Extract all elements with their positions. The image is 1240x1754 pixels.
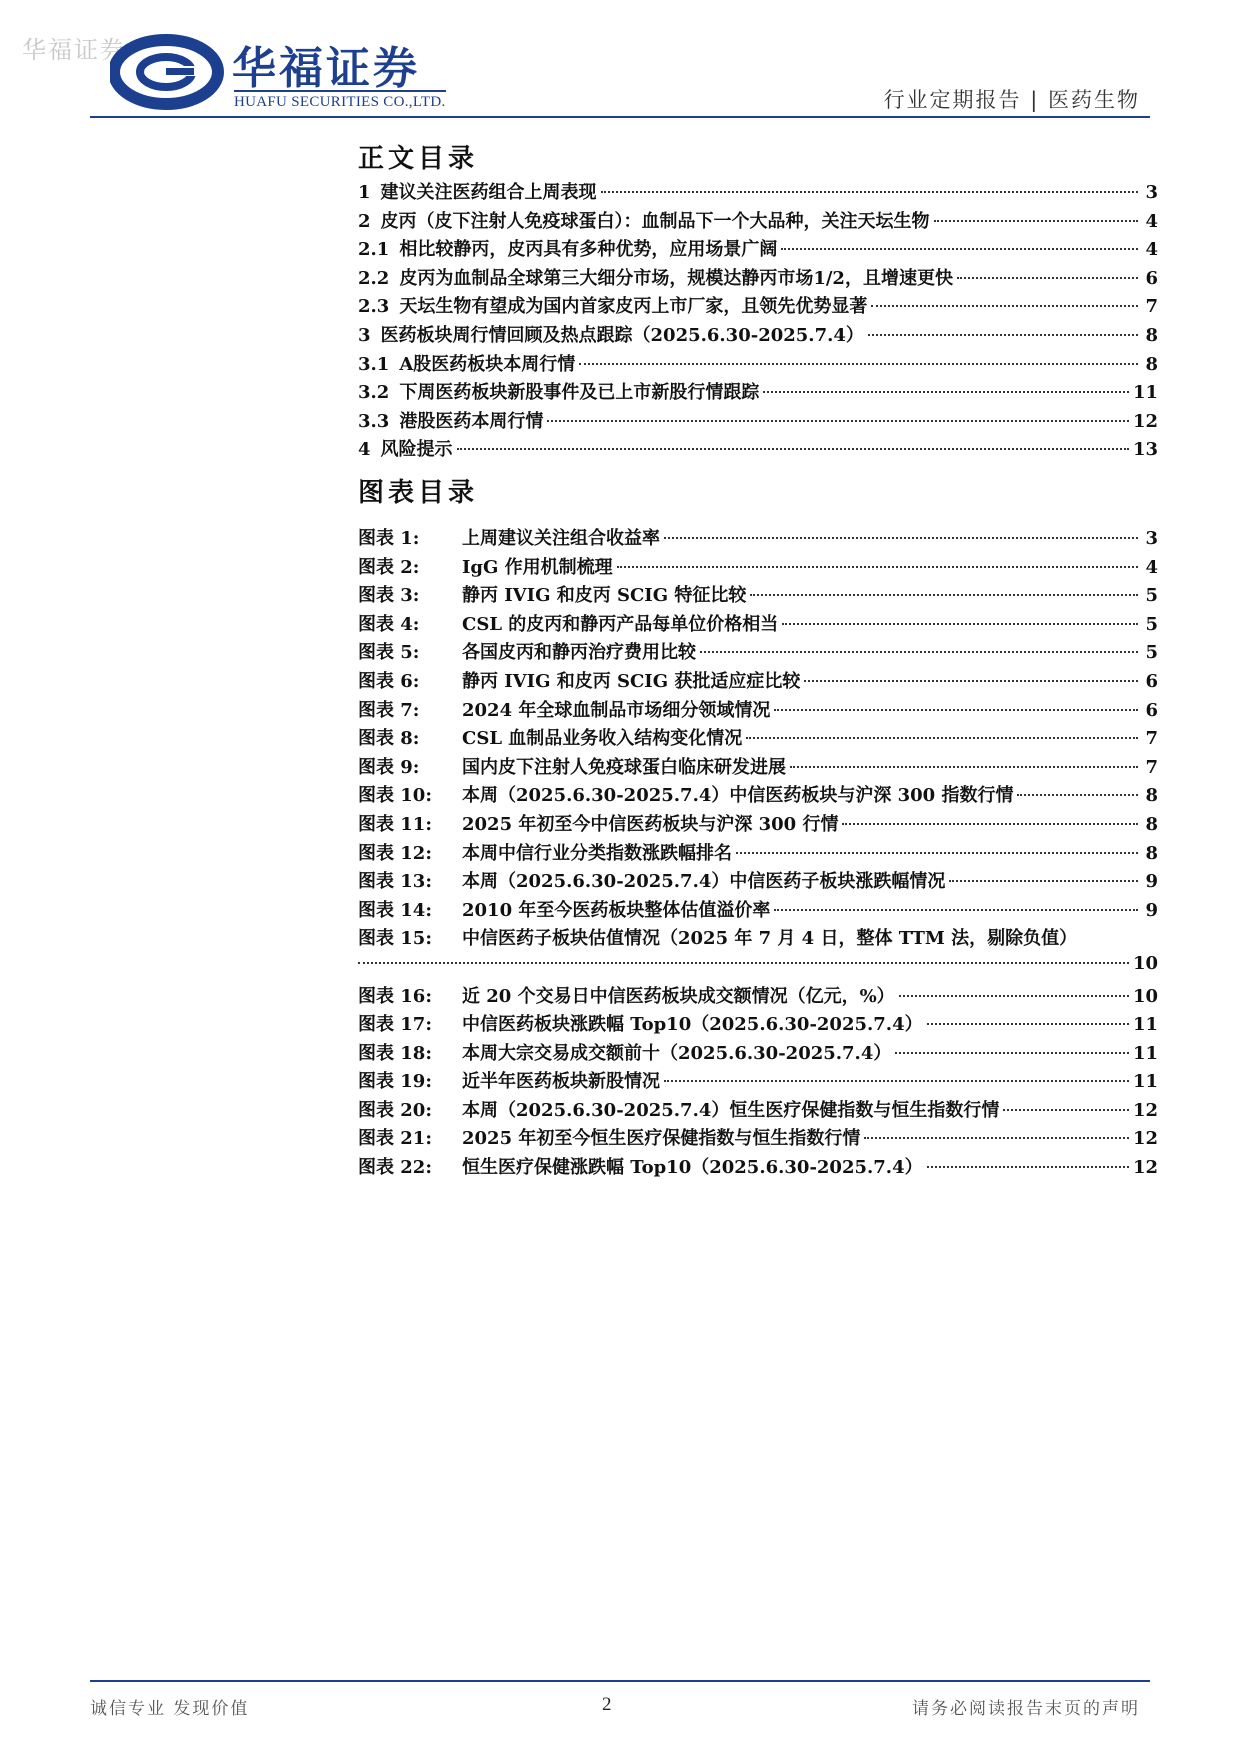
footer-disclaimer: 请务必阅读报告末页的声明 [912,1699,1140,1719]
figure-page: 8 [1145,785,1158,807]
figure-page: 12 [1132,1157,1158,1179]
figure-title: 恒生医疗保健涨跌幅 Top10（2025.6.30-2025.7.4） [462,1157,923,1179]
toc-entry-page: 6 [1145,267,1158,289]
figure-link-entry[interactable] [358,696,1158,725]
leader-dots [457,448,1129,450]
toc-link-entry[interactable] [358,378,1158,407]
figure-title: 本周大宗交易成交额前十（2025.6.30-2025.7.4） [462,1042,892,1064]
figure-label: 图表 10: [358,785,432,807]
figure-page: 3 [1145,528,1158,549]
toc-entry-page: 11 [1132,382,1158,404]
figure-label: 图表 19: [358,1071,432,1093]
toc-entry-title: 相比较静丙，皮丙具有多种优势，应用场景广阔 [399,239,778,261]
toc-link-entry[interactable] [358,407,1158,436]
figure-label: 图表 9: [358,756,420,778]
figure-label: 图表 13: [358,871,432,893]
figure-title: 2024 年全球血制品市场细分领域情况 [462,699,771,721]
toc-entry-number: 3.1 [358,353,390,375]
toc-entry-number: 2.3 [358,296,390,318]
leader-dots [579,363,1138,365]
figure-page: 11 [1132,1042,1158,1064]
figure-label: 图表 3: [358,585,420,607]
toc-entry-number: 3 [358,324,371,346]
figure-title: 静丙 IVIG 和皮丙 SCIG 特征比较 [462,585,747,607]
toc-entry-number: 3.2 [358,382,390,404]
figure-title: CSL 血制品业务收入结构变化情况 [462,728,743,750]
leader-dots [763,391,1129,393]
report-category: 行业定期报告 | 医药生物 [883,88,1140,112]
leader-dots [842,823,1138,825]
figure-page: 7 [1145,728,1158,750]
figure-link-entry[interactable] [358,1039,1158,1068]
huafu-logo-icon [110,32,228,112]
leader-dots [617,566,1138,568]
figure-label: 图表 7: [358,699,420,721]
leader-dots [774,909,1138,911]
toc-link-entry[interactable] [358,435,1158,464]
figure-page: 11 [1132,1071,1158,1093]
figure-page: 6 [1145,699,1158,721]
toc-link-entry[interactable] [358,321,1158,350]
company-logo [110,32,460,112]
figure-label: 图表 4: [358,613,420,635]
figure-title: 上周建议关注组合收益率 [462,528,660,549]
toc-entry-number: 2.1 [358,239,390,261]
figure-title: 近 20 个交易日中信医药板块成交额情况（亿元，%） [462,985,895,1007]
figure-label: 图表 15: [358,928,432,950]
figures-list [358,524,1158,1182]
figure-page: 5 [1145,642,1158,664]
logo-chinese-name: 华福证券 [232,43,420,94]
figure-link-entry[interactable] [358,839,1158,868]
toc-entry-title: 天坛生物有望成为国内首家皮丙上市厂家，且领先优势显著 [399,296,868,318]
figure-label: 图表 12: [358,842,432,864]
figure-label: 图表 14: [358,899,432,921]
header-divider [90,116,1150,118]
figure-label: 图表 1: [358,528,420,549]
figure-page: 5 [1145,613,1158,635]
figure-page: 7 [1145,756,1158,778]
leader-dots [934,220,1138,222]
figure-link-entry[interactable] [358,924,1158,953]
figure-label: 图表 22: [358,1157,432,1179]
toc-entry-page: 3 [1145,182,1158,203]
leader-dots [1017,794,1138,796]
figure-link-entry[interactable] [358,982,1158,1011]
toc-link-entry[interactable] [358,292,1158,321]
page-number: 2 [602,1694,612,1715]
figure-label: 图表 18: [358,1042,432,1064]
leader-dots [864,1137,1129,1139]
toc-entry-title: 皮丙（皮下注射人免疫球蛋白）：血制品下一个大品种，关注天坛生物 [380,210,930,232]
toc-entry-page: 4 [1145,210,1158,232]
toc-entry-title: 风险提示 [380,439,453,461]
leader-dots [927,1166,1129,1168]
toc-link-entry[interactable] [358,207,1158,236]
toc-heading: 正文目录 [358,144,479,174]
leader-dots [750,594,1138,596]
figure-title: 中信医药子板块估值情况（2025 年 7 月 4 日，整体 TTM 法，剔除负值） [462,928,1078,950]
leader-dots [664,1080,1129,1082]
figure-link-entry[interactable] [358,1067,1158,1096]
toc-link-entry[interactable] [358,178,1158,207]
leader-dots [957,277,1138,279]
figure-page: 6 [1145,670,1158,692]
toc-entry-title: A股医药板块本周行情 [399,353,576,375]
leader-dots [774,709,1138,711]
toc-entry-title: 建议关注医药组合上周表现 [380,182,597,203]
figure-label: 图表 11: [358,813,432,835]
leader-dots [664,537,1138,539]
leader-dots [782,623,1138,625]
figure-link-entry[interactable] [358,667,1158,696]
footer-slogan: 诚信专业 发现价值 [90,1699,250,1719]
toc-entry-number: 4 [358,439,371,461]
figure-label: 图表 5: [358,642,420,664]
figure-title: 各国皮丙和静丙治疗费用比较 [462,642,696,664]
leader-dots [736,852,1138,854]
toc-entry-page: 7 [1145,296,1158,318]
logo-english-name: HUAFU SECURITIES CO.,LTD. [234,90,446,111]
figure-link-entry[interactable] [358,753,1158,782]
leader-dots [601,191,1138,193]
figure-title: 本周（2025.6.30-2025.7.4）恒生医疗保健指数与恒生指数行情 [462,1099,1000,1121]
toc-link-entry[interactable] [358,235,1158,264]
figure-title: CSL 的皮丙和静丙产品每单位价格相当 [462,613,779,635]
figure-title: 本周中信行业分类指数涨跌幅排名 [462,842,732,864]
toc-entry-page: 13 [1132,439,1158,461]
figure-link-entry[interactable] [358,810,1158,839]
toc-list [358,178,1158,464]
toc-link-entry[interactable] [358,264,1158,293]
leader-dots [804,680,1138,682]
leader-dots [871,305,1138,307]
figure-title: 本周（2025.6.30-2025.7.4）中信医药子板块涨跌幅情况 [462,871,946,893]
figure-link-continuation[interactable] [358,953,1158,982]
figure-link-entry[interactable] [358,1096,1158,1125]
toc-entry-number: 3.3 [358,410,390,432]
figure-title: 2025 年初至今恒生医疗保健指数与恒生指数行情 [462,1128,861,1150]
leader-dots [1003,1109,1129,1111]
figure-link-entry[interactable] [358,781,1158,810]
figure-link-entry[interactable] [358,1153,1158,1182]
figure-label: 图表 8: [358,728,420,750]
figure-label: 图表 16: [358,985,432,1007]
figures-heading: 图表目录 [358,478,479,508]
toc-entry-title: 港股医药本周行情 [399,410,544,432]
figure-title: 近半年医药板块新股情况 [462,1071,660,1093]
figure-link-entry[interactable] [358,638,1158,667]
toc-entry-title: 医药板块周行情回顾及热点跟踪（2025.6.30-2025.7.4） [380,324,864,346]
figure-title: 中信医药板块涨跌幅 Top10（2025.6.30-2025.7.4） [462,1014,923,1036]
toc-entry-page: 8 [1145,324,1158,346]
leader-dots [547,420,1129,422]
figure-link-entry[interactable] [358,867,1158,896]
toc-entry-page: 12 [1132,410,1158,432]
toc-entry-page: 8 [1145,353,1158,375]
toc-entry-number: 2 [358,210,371,232]
leader-dots [895,1052,1129,1054]
toc-entry-number: 1 [358,182,371,203]
leader-dots [899,995,1129,997]
figure-title: 2010 年至今医药板块整体估值溢价率 [462,899,771,921]
figure-title: 本周（2025.6.30-2025.7.4）中信医药板块与沪深 300 指数行情 [462,785,1014,807]
figure-page: 8 [1145,842,1158,864]
toc-entry-title: 下周医药板块新股事件及已上市新股行情跟踪 [399,382,760,404]
figure-page: 11 [1132,1014,1158,1036]
leader-dots [927,1023,1129,1025]
leader-dots [949,880,1138,882]
figure-page: 4 [1145,556,1158,578]
figure-link-entry[interactable] [358,610,1158,639]
figure-page: 9 [1145,871,1158,893]
figure-page: 12 [1132,1128,1158,1150]
leader-dots [358,962,1129,964]
leader-dots [700,651,1138,653]
figure-page: 10 [1132,952,1158,974]
figure-link-entry[interactable] [358,581,1158,610]
figure-page: 9 [1145,899,1158,921]
figure-page: 12 [1132,1099,1158,1121]
figure-label: 图表 6: [358,670,420,692]
figure-title: 国内皮下注射人免疫球蛋白临床研发进展 [462,756,786,778]
figure-page: 10 [1132,985,1158,1007]
toc-entry-page: 4 [1145,239,1158,261]
figure-title: 静丙 IVIG 和皮丙 SCIG 获批适应症比较 [462,670,801,692]
figure-link-entry[interactable] [358,524,1158,553]
figure-title: IgG 作用机制梳理 [462,556,613,578]
figure-link-entry[interactable] [358,1124,1158,1153]
toc-entry-title: 皮丙为血制品全球第三大细分市场，规模达静丙市场1/2，且增速更快 [399,267,953,289]
figure-label: 图表 21: [358,1128,432,1150]
figure-label: 图表 20: [358,1099,432,1121]
figure-page: 5 [1145,585,1158,607]
figure-link-entry[interactable] [358,1010,1158,1039]
leader-dots [781,248,1138,250]
toc-entry-number: 2.2 [358,267,390,289]
figure-link-entry[interactable] [358,896,1158,925]
toc-link-entry[interactable] [358,350,1158,379]
figure-label: 图表 2: [358,556,420,578]
figure-label: 图表 17: [358,1014,432,1036]
leader-dots [790,766,1138,768]
figure-page: 8 [1145,813,1158,835]
figure-title: 2025 年初至今中信医药板块与沪深 300 行情 [462,813,839,835]
footer-divider [90,1680,1150,1682]
watermark: 华福证券 [22,36,126,64]
leader-dots [868,334,1138,336]
leader-dots [746,737,1138,739]
figure-link-entry[interactable] [358,553,1158,582]
figure-link-entry[interactable] [358,724,1158,753]
